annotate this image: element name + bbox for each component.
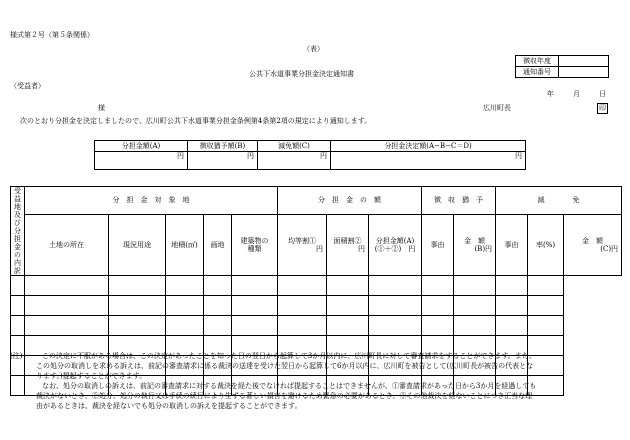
summary-reduction-cell[interactable]: 円 bbox=[258, 152, 331, 170]
table-cell[interactable] bbox=[496, 276, 528, 296]
table-cell[interactable] bbox=[369, 296, 422, 316]
issuer-name: 広川町長 bbox=[483, 104, 511, 112]
col-deferral-reason: 事由 bbox=[422, 214, 454, 275]
notes-line-3: ります。)提起することができます。 bbox=[36, 372, 147, 380]
table-cell[interactable] bbox=[25, 276, 109, 296]
table-cell[interactable] bbox=[278, 316, 327, 336]
table-cell[interactable] bbox=[278, 296, 327, 316]
group-amount: 分 担 金 の 額 bbox=[278, 187, 422, 215]
intro-text: 次のとおり分担金を決定しましたので、広川町公共下水道事業分担金条例第4条第2項の規定により通知します。 bbox=[20, 117, 372, 125]
table-cell[interactable] bbox=[422, 296, 454, 316]
table-cell[interactable] bbox=[232, 276, 278, 296]
col-levy-amount-line1: 分担金額(A) bbox=[375, 236, 415, 245]
table-cell[interactable] bbox=[327, 296, 369, 316]
col-location: 土地の所在 bbox=[25, 214, 109, 275]
summary-deferral-cell[interactable]: 円 bbox=[188, 152, 258, 170]
summary-header-deferral: 徴収猶予額(B) bbox=[188, 141, 258, 152]
summary-amount-cell[interactable]: 円 bbox=[95, 152, 188, 170]
fiscal-year-value[interactable] bbox=[559, 56, 609, 67]
group-target-land: 分 担 金 対 象 地 bbox=[25, 187, 278, 215]
date-day-label: 日 bbox=[599, 90, 606, 98]
table-cell[interactable] bbox=[528, 276, 564, 296]
admin-box bbox=[515, 55, 609, 78]
table-cell[interactable] bbox=[166, 276, 204, 296]
table-cell[interactable] bbox=[528, 296, 564, 316]
table-cell[interactable] bbox=[454, 276, 496, 296]
table-cell[interactable] bbox=[109, 296, 166, 316]
table-cell[interactable] bbox=[11, 316, 25, 336]
table-cell[interactable] bbox=[11, 276, 25, 296]
col-building bbox=[232, 214, 278, 275]
table-cell[interactable] bbox=[422, 316, 454, 336]
table-cell[interactable] bbox=[369, 276, 422, 296]
summary-header-reduction: 減免額(C) bbox=[258, 141, 331, 152]
col-equal-share bbox=[278, 214, 327, 275]
notes-line-2: この処分の取消しを求める訴えは、前記の審査請求に係る裁決の送達を受けた翌日から起算して6か月以内に、広川町を被告として(広川町長が被告の代表とな bbox=[36, 362, 534, 370]
sama-label: 様 bbox=[98, 104, 105, 112]
col-exempt-amount-unit: (C)円 bbox=[600, 244, 619, 253]
table-cell[interactable] bbox=[25, 316, 109, 336]
table-cell[interactable] bbox=[496, 296, 528, 316]
col-area-share-unit: 円 bbox=[358, 244, 366, 253]
table-cell[interactable] bbox=[25, 296, 109, 316]
table-cell[interactable] bbox=[278, 276, 327, 296]
col-deferral-amount-line1: 金 額 bbox=[464, 236, 486, 245]
omote-label: （表） bbox=[303, 45, 324, 53]
col-deferral-amount-unit: (B)円 bbox=[474, 244, 493, 253]
notice-number-value[interactable] bbox=[559, 67, 609, 78]
col-equal-share-unit: 円 bbox=[316, 244, 324, 253]
table-cell[interactable] bbox=[327, 276, 369, 296]
date-month-label: 月 bbox=[573, 90, 580, 98]
table-cell[interactable] bbox=[11, 296, 25, 316]
col-building-line1: 建築物の bbox=[240, 236, 269, 245]
summary-table bbox=[94, 140, 526, 170]
col-area-share bbox=[327, 214, 369, 275]
detail-side-label: 受益地及び分担金の内訳 bbox=[11, 187, 25, 276]
col-exempt-reason: 事由 bbox=[496, 214, 528, 275]
table-cell[interactable] bbox=[204, 276, 232, 296]
col-use: 現況用途 bbox=[109, 214, 166, 275]
table-cell[interactable] bbox=[166, 316, 204, 336]
table-cell[interactable] bbox=[166, 296, 204, 316]
notice-number-label: 通知番号 bbox=[516, 67, 559, 78]
table-row bbox=[11, 276, 622, 296]
col-building-line2: 種類 bbox=[247, 244, 262, 253]
col-area-share-line1: 面積割② bbox=[333, 236, 362, 245]
notes-line-6: 由があるときは、裁決を経ないでも処分の取消しの訴えを提起することができます。 bbox=[36, 402, 302, 410]
table-cell[interactable] bbox=[204, 316, 232, 336]
table-cell[interactable] bbox=[454, 296, 496, 316]
table-cell[interactable] bbox=[204, 296, 232, 316]
table-cell[interactable] bbox=[232, 296, 278, 316]
group-exemption: 減 免 bbox=[496, 187, 622, 215]
col-levy-amount-line2: (①＋②) 円 bbox=[374, 244, 416, 253]
seal-mark: 印 bbox=[599, 104, 606, 112]
notes-line-5: 裁決がないとき、②処分、処分の執行又は手続の続行により生ずる著しい損害を避けるため緊急の必要があるとき、③その他裁決を経ないことにつき正当な理 bbox=[36, 392, 533, 400]
table-cell[interactable] bbox=[232, 316, 278, 336]
table-cell[interactable] bbox=[327, 316, 369, 336]
col-exempt-amount-line1: 金 額 bbox=[582, 236, 604, 245]
col-lot: 画地 bbox=[204, 214, 232, 275]
group-deferral: 徴 収 猶 予 bbox=[422, 187, 496, 215]
table-cell[interactable] bbox=[109, 276, 166, 296]
form-number-label: 様式第２号（第５条関係） bbox=[10, 31, 94, 39]
col-levy-amount bbox=[369, 214, 422, 275]
table-cell[interactable] bbox=[496, 316, 528, 336]
col-exempt-amount bbox=[564, 214, 622, 275]
document-title: 公共下水道事業分担金決定通知書 bbox=[249, 70, 354, 78]
col-deferral-amount bbox=[454, 214, 496, 275]
fiscal-year-label: 徴収年度 bbox=[516, 56, 559, 67]
table-cell[interactable] bbox=[109, 316, 166, 336]
col-exempt-rate: 率(%) bbox=[528, 214, 564, 275]
col-equal-share-line1: 均等割① bbox=[288, 236, 317, 245]
summary-final-cell[interactable]: 円 bbox=[331, 152, 526, 170]
col-area: 地積(㎡) bbox=[166, 214, 204, 275]
table-cell[interactable] bbox=[11, 376, 25, 396]
notes-label: (注) bbox=[10, 352, 23, 360]
recipient-label: （受益者） bbox=[10, 82, 45, 90]
table-cell[interactable] bbox=[422, 276, 454, 296]
table-cell[interactable] bbox=[528, 316, 564, 336]
table-cell[interactable] bbox=[454, 316, 496, 336]
table-row bbox=[11, 296, 622, 316]
summary-header-final: 分担金決定額(A−B−C＝D) bbox=[331, 141, 526, 152]
table-row bbox=[11, 316, 622, 336]
summary-header-amount: 分担金額(A) bbox=[95, 141, 188, 152]
notes-line-4: なお、処分の取消しの訴えは、前記の審査請求に対する裁決を経た後でなければ提起することはできませんが、①審査請求があった日から3か月を経過しても bbox=[42, 382, 537, 390]
date-year-label: 年 bbox=[547, 90, 554, 98]
table-cell[interactable] bbox=[369, 316, 422, 336]
notes-line-1: この決定に不服がある場合は、この決定があったことを知った日の翌日から起算して3か月以内に、広川町長に対して審査請求をすることができます。また、 bbox=[42, 352, 536, 360]
